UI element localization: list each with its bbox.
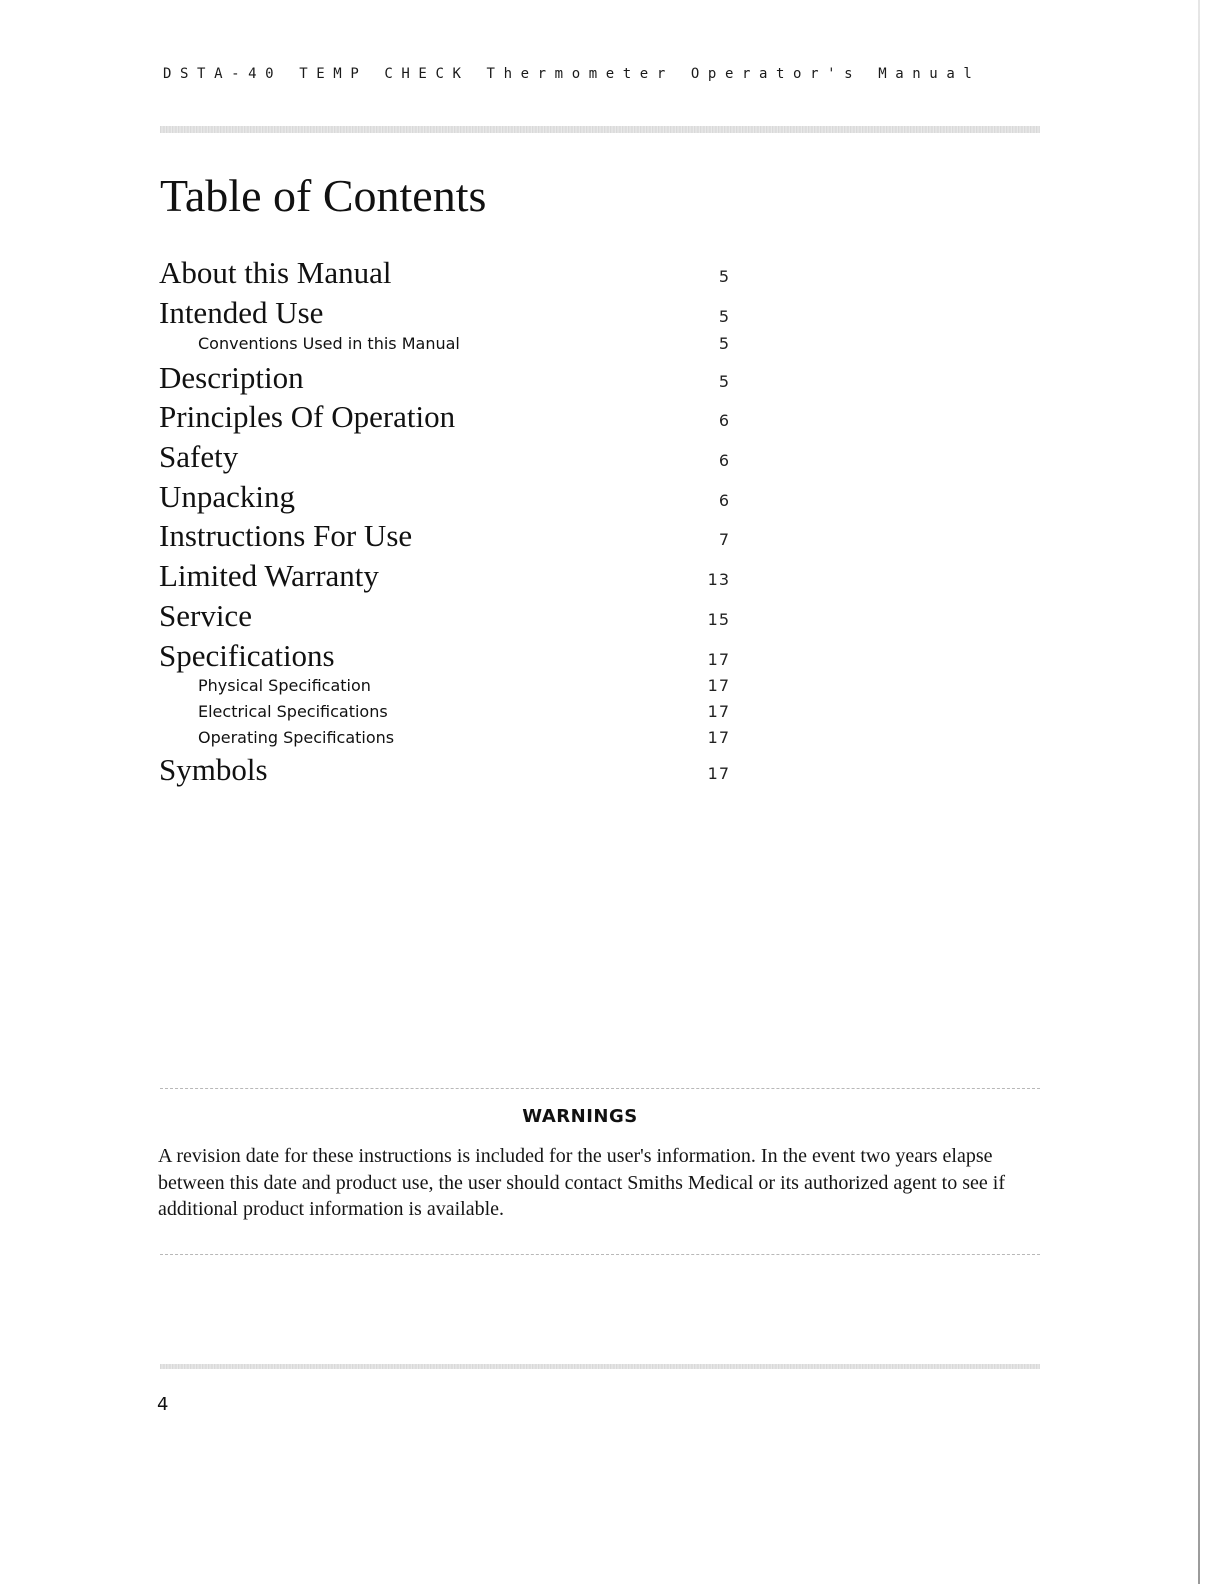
toc-entry[interactable] <box>0 254 800 294</box>
toc-entry-label: Description <box>159 359 304 395</box>
toc-entry-page: 17 <box>707 763 730 783</box>
footer-rule <box>160 1364 1040 1369</box>
toc-entry[interactable] <box>0 751 800 791</box>
toc-entry-page: 7 <box>718 530 730 550</box>
toc-entry-label: Specifications <box>159 637 335 673</box>
toc-entry-page: 5 <box>718 306 730 326</box>
toc-subentry-page: 17 <box>707 701 730 721</box>
toc-entry-label: Principles Of Operation <box>159 399 456 435</box>
page-number: 4 <box>157 1394 169 1415</box>
toc-entry-label: Service <box>159 597 252 633</box>
toc-entry[interactable] <box>0 294 800 331</box>
toc-subentry[interactable] <box>0 699 800 725</box>
toc-subentry[interactable] <box>0 331 800 359</box>
toc-subentry[interactable] <box>0 725 800 751</box>
toc-entry-page: 5 <box>718 267 730 286</box>
toc-entry-label: About this Manual <box>159 255 392 290</box>
scan-edge-line <box>1198 0 1200 1584</box>
toc-subentry[interactable] <box>0 673 800 699</box>
toc-entry[interactable] <box>0 597 800 637</box>
toc-entry[interactable] <box>0 557 800 597</box>
toc-entry-label: Instructions For Use <box>159 518 413 554</box>
toc-entry-page: 5 <box>718 371 730 391</box>
toc-entry-label: Unpacking <box>159 478 296 514</box>
toc-entry-page: 6 <box>718 490 730 510</box>
toc-entry[interactable] <box>0 398 800 438</box>
toc-entry-label: Safety <box>159 439 239 475</box>
toc-subentry-page: 5 <box>718 333 730 353</box>
toc-subentry-label: Physical Specification <box>198 675 371 695</box>
toc-subentry-label: Conventions Used in this Manual <box>198 333 460 353</box>
toc-entry[interactable] <box>0 359 800 399</box>
toc-entry-label: Limited Warranty <box>159 558 379 594</box>
toc-entry-label: Intended Use <box>159 294 324 330</box>
table-of-contents <box>0 254 800 790</box>
warnings-top-divider <box>160 1088 1040 1089</box>
toc-entry-page: 17 <box>707 649 730 669</box>
toc-subentry-label: Electrical Specifications <box>198 701 388 721</box>
toc-entry[interactable] <box>0 438 800 478</box>
toc-entry[interactable] <box>0 517 800 557</box>
toc-entry-page: 6 <box>718 451 730 471</box>
toc-subentry-label: Operating Specifications <box>198 727 395 747</box>
warnings-text: A revision date for these instructions is included for the user's information. In the event two years elapse between this date and product use, the user should contact Smiths Medical or its authorized agent to see if additional product information is available. <box>158 1145 1005 1220</box>
header-rule <box>160 126 1040 133</box>
toc-entry[interactable] <box>0 637 800 673</box>
warnings-heading: WARNINGS <box>522 1106 638 1127</box>
running-header: DSTA-40 TEMP CHECK Thermometer Operator's Manual <box>163 66 981 82</box>
toc-entry-label: Symbols <box>159 751 268 787</box>
toc-entry-page: 6 <box>718 411 730 431</box>
toc-entry-page: 13 <box>707 570 730 590</box>
toc-entry-page: 15 <box>707 609 730 629</box>
toc-entry[interactable] <box>0 478 800 518</box>
toc-subentry-page: 17 <box>707 727 730 747</box>
page-title: Table of Contents <box>160 170 487 221</box>
toc-subentry-page: 17 <box>707 675 730 695</box>
warnings-bottom-divider <box>160 1254 1040 1255</box>
